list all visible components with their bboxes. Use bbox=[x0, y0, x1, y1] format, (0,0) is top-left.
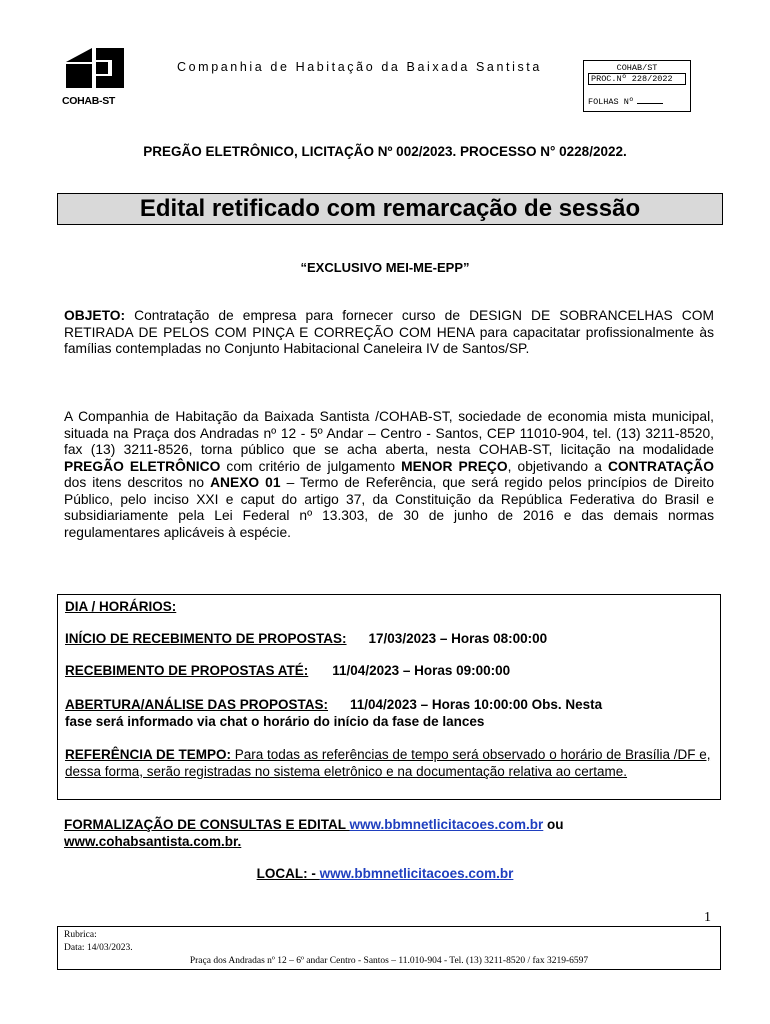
cohab-logo-icon bbox=[62, 44, 128, 90]
logo-text: COHAB-ST bbox=[62, 95, 116, 107]
cohab-logo bbox=[62, 44, 128, 106]
recebimento-value: 11/04/2023 – Horas 09:00:00 bbox=[332, 663, 511, 678]
stamp-folhas-label: FOLHAS Nº bbox=[588, 97, 634, 107]
formalizacao bbox=[64, 816, 714, 850]
recebimento-label: RECEBIMENTO DE PROPOSTAS ATÉ: bbox=[65, 663, 309, 678]
abertura-label: ABERTURA/ANÁLISE DAS PROPOSTAS: bbox=[65, 697, 329, 712]
schedule-heading: DIA / HORÁRIOS: bbox=[65, 599, 177, 614]
local bbox=[0, 866, 770, 881]
main-text-2: com critério de julgamento bbox=[220, 458, 402, 474]
main-text-3: , objetivando a bbox=[507, 458, 608, 474]
footer-address: Praça dos Andradas nº 12 – 6º andar Centro - Santos – 11.010-904 - Tel. (13) 3211-8520 / fax 3219-6597 bbox=[189, 956, 589, 966]
stamp-proc-number: PROC.Nº 228/2022 bbox=[588, 73, 686, 85]
formalizacao-or: ou bbox=[543, 817, 564, 832]
abertura-note: fase será informado via chat o horário do início da fase de lances bbox=[65, 714, 485, 729]
stamp-folhas bbox=[588, 97, 663, 107]
schedule-inicio bbox=[65, 631, 547, 646]
main-text-5: – Termo de Referência, que será regido pelos princípios de Direito Público, pelo inciso XXI e caput do artigo 37, da Constituição da República Federativa do Brasil e subsidiariamente pela Lei Federal nº 13.303, de 30 de junho de 2016 e das demais normas regulamentares aplicáveis à espécie. bbox=[64, 475, 715, 540]
bbmnet-link[interactable]: www.bbmnetlicitacoes.com.br bbox=[349, 817, 544, 832]
abertura-value: 11/04/2023 – Horas 10:00:00 Obs. Nesta bbox=[350, 697, 603, 712]
schedule-box bbox=[57, 594, 721, 800]
stamp-folhas-blank bbox=[637, 103, 663, 104]
edital-banner-text: Edital retificado com remarcação de sessão bbox=[139, 195, 641, 222]
edital-banner bbox=[57, 193, 723, 225]
ref-text: Para todas as referências de tempo será observado o horário de Brasília /DF e, dessa forma, serão registradas no sistema eletrônico e na documentação relativa ao certame. bbox=[65, 747, 711, 779]
referencia-tempo bbox=[65, 746, 715, 780]
local-label: LOCAL: - bbox=[256, 866, 320, 881]
main-bold-menor-preco: MENOR PREÇO bbox=[401, 458, 508, 474]
main-bold-pregao: PREGÃO ELETRÔNICO bbox=[64, 458, 221, 474]
stamp-title: COHAB/ST bbox=[616, 63, 658, 73]
main-text-1: A Companhia de Habitação da Baixada Santista /COHAB-ST, sociedade de economia mista municipal, situada na Praça dos Andradas nº 12 - 5º Andar – Centro - Santos, CEP 11010-904, tel. (13) 3211-8520, fax (13) 3211-8526, torna público que se acha aberta, nesta COHAB-ST, licitação na modalidade bbox=[64, 409, 714, 457]
footer-rubrica: Rubrica: bbox=[64, 930, 97, 940]
main-paragraph bbox=[64, 409, 714, 541]
cohab-link[interactable]: www.cohabsantista.com.br. bbox=[64, 834, 242, 849]
schedule-recebimento bbox=[65, 663, 510, 678]
footer-box bbox=[57, 926, 721, 970]
ref-label: REFERÊNCIA DE TEMPO: bbox=[65, 747, 232, 762]
page-number: 1 bbox=[704, 910, 711, 925]
main-text-4: dos itens descritos no bbox=[64, 475, 211, 490]
company-name: Companhia de Habitação da Baixada Santista bbox=[177, 60, 542, 74]
main-bold-contratacao: CONTRATAÇÃO bbox=[607, 458, 714, 474]
schedule-abertura bbox=[65, 697, 602, 712]
formalizacao-label: FORMALIZAÇÃO DE CONSULTAS E EDITAL bbox=[64, 817, 350, 832]
pregao-title: PREGÃO ELETRÔNICO, LICITAÇÃO Nº 002/2023. PROCESSO N° 0228/2022. bbox=[143, 144, 627, 159]
objeto-paragraph bbox=[64, 308, 714, 358]
exclusivo-label: “EXCLUSIVO MEI-ME-EPP” bbox=[300, 260, 470, 275]
inicio-label: INÍCIO DE RECEBIMENTO DE PROPOSTAS: bbox=[65, 631, 347, 646]
inicio-value: 17/03/2023 – Horas 08:00:00 bbox=[368, 631, 548, 646]
protocol-stamp bbox=[583, 60, 691, 112]
footer-data: Data: 14/03/2023. bbox=[64, 943, 133, 953]
local-link[interactable]: www.bbmnetlicitacoes.com.br bbox=[319, 866, 514, 881]
objeto-text: Contratação de empresa para fornecer curso de DESIGN DE SOBRANCELHAS COM RETIRADA DE PELOS COM PINÇA E CORREÇÃO COM HENA para capacitatar profissionalmente às famílias contempladas no Conjunto Habitacional Caneleira IV de Santos/SP. bbox=[64, 308, 714, 356]
objeto-label: OBJETO: bbox=[64, 308, 126, 323]
main-bold-anexo: ANEXO 01 bbox=[210, 475, 281, 490]
